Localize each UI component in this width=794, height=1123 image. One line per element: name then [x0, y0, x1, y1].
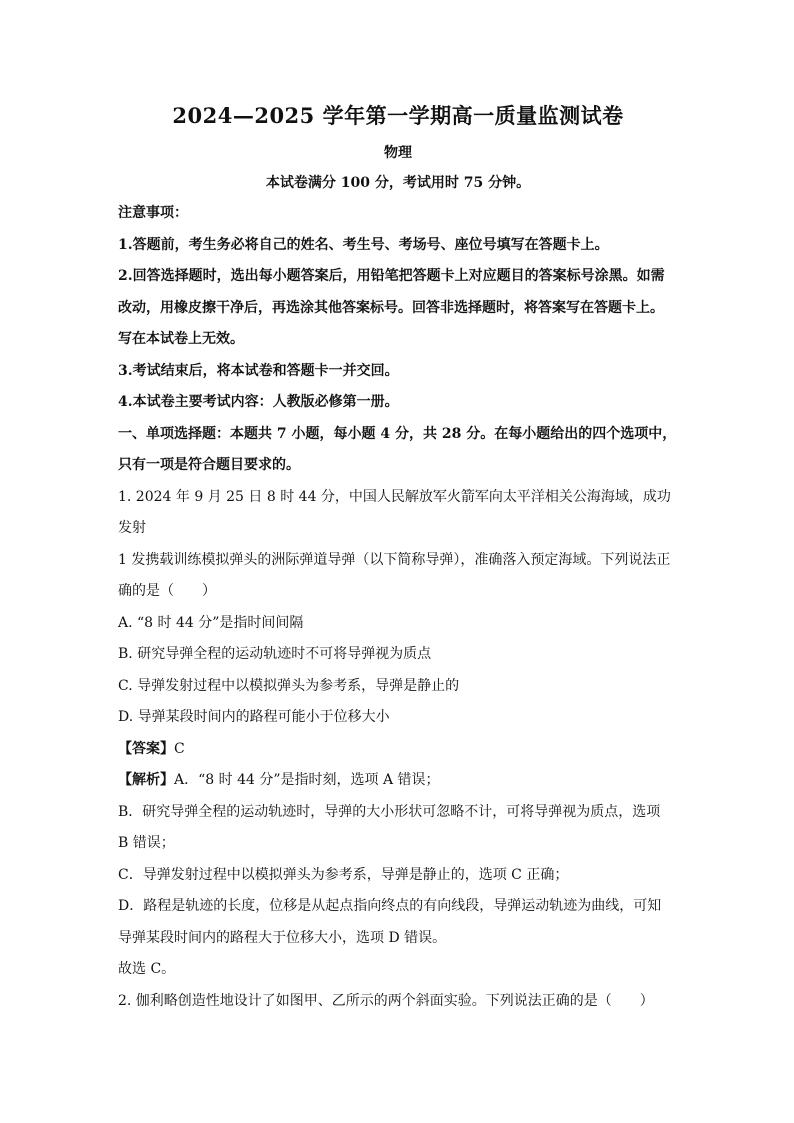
question-1-answer: [118, 734, 678, 766]
question-2-stem: 2. 伽利略创造性地设计了如图甲、乙所示的两个斜面实验。下列说法正确的是（ ）: [118, 992, 654, 1009]
question-1-stem-cont: 1 发携载训练模拟弹头的洲际弹道导弹（以下简称导弹），准确落入预定海域。下列说法正: [118, 551, 671, 568]
note-item-1: 1.答题前，考生务必将自己的姓名、考生号、考场号、座位号填写在答题卡上。: [118, 236, 609, 253]
exam-info: 本试卷满分 100 分，考试用时 75 分钟。: [265, 175, 531, 191]
question-1-option-b: B. 研究导弹全程的运动轨迹时不可将导弹视为质点: [118, 646, 432, 662]
question-1-stem: 1. 2024 年 9 月 25 日 8 时 44 分，中国人民解放军火箭军向太平洋相关公海海域，成功发射: [118, 488, 671, 536]
question-1-option-c: C. 导弹发射过程中以模拟弹头为参考系，导弹是静止的: [118, 677, 460, 694]
explanation-line-5: D．路程是轨迹的长度，位移是从起点指向终点的有向线段，导弹运动轨迹为曲线，可知: [118, 898, 662, 914]
explanation-line-2: B．研究导弹全程的运动轨迹时，导弹的大小形状可忽略不计，可将导弹视为质点，选项: [118, 803, 661, 820]
question-1-stem-end: 确的是（ ）: [118, 583, 216, 599]
question-1-option-d: D. 导弹某段时间内的路程可能小于位移大小: [118, 709, 390, 725]
notes-heading: 注意事项：: [118, 205, 188, 221]
explanation-line-3: B 错误；: [118, 835, 175, 851]
note-item-2: 2.回答选择题时，选出每小题答案后，用铅笔把答题卡上对应题目的答案标号涂黑。如需: [118, 268, 665, 284]
note-item-4: 4.本试卷主要考试内容：人教版必修第一册。: [118, 394, 399, 410]
subject-label: 物理: [384, 145, 412, 161]
explanation-line-6: 导弹某段时间内的路程大于位移大小，选项 D 错误。: [118, 929, 447, 946]
section-heading: 一、单项选择题：本题共 7 小题，每小题 4 分，共 28 分。在每小题给出的四个选项中，: [118, 425, 677, 442]
exam-page: [118, 100, 678, 1017]
note-item-3: 3.考试结束后，将本试卷和答题卡一并交回。: [118, 362, 399, 379]
note-item-2-end: 写在本试卷上无效。: [118, 331, 244, 347]
question-1-explanation: [118, 765, 678, 797]
answer-value: C: [174, 740, 185, 757]
explanation-line-4: C．导弹发射过程中以模拟弹头为参考系，导弹是静止的，选项 C 正确；: [118, 866, 569, 883]
section-heading-cont: 只有一项是符合题目要求的。: [118, 457, 300, 473]
page-title: 2024—2025 学年第一学期高一质量监测试卷: [172, 103, 624, 128]
question-1-option-a: A. “8 时 44 分”是指时间间隔: [118, 614, 304, 631]
explanation-line-1: A．“8 时 44 分”是指时刻，选项 A 错误；: [174, 772, 440, 788]
explanation-conclusion: 故选 C。: [118, 961, 176, 977]
answer-tag: 【答案】: [118, 740, 174, 757]
note-item-2-cont: 改动，用橡皮擦干净后，再选涂其他答案标号。回答非选择题时，将答案写在答题卡上。: [118, 299, 664, 316]
explanation-tag: 【解析】: [118, 772, 174, 788]
